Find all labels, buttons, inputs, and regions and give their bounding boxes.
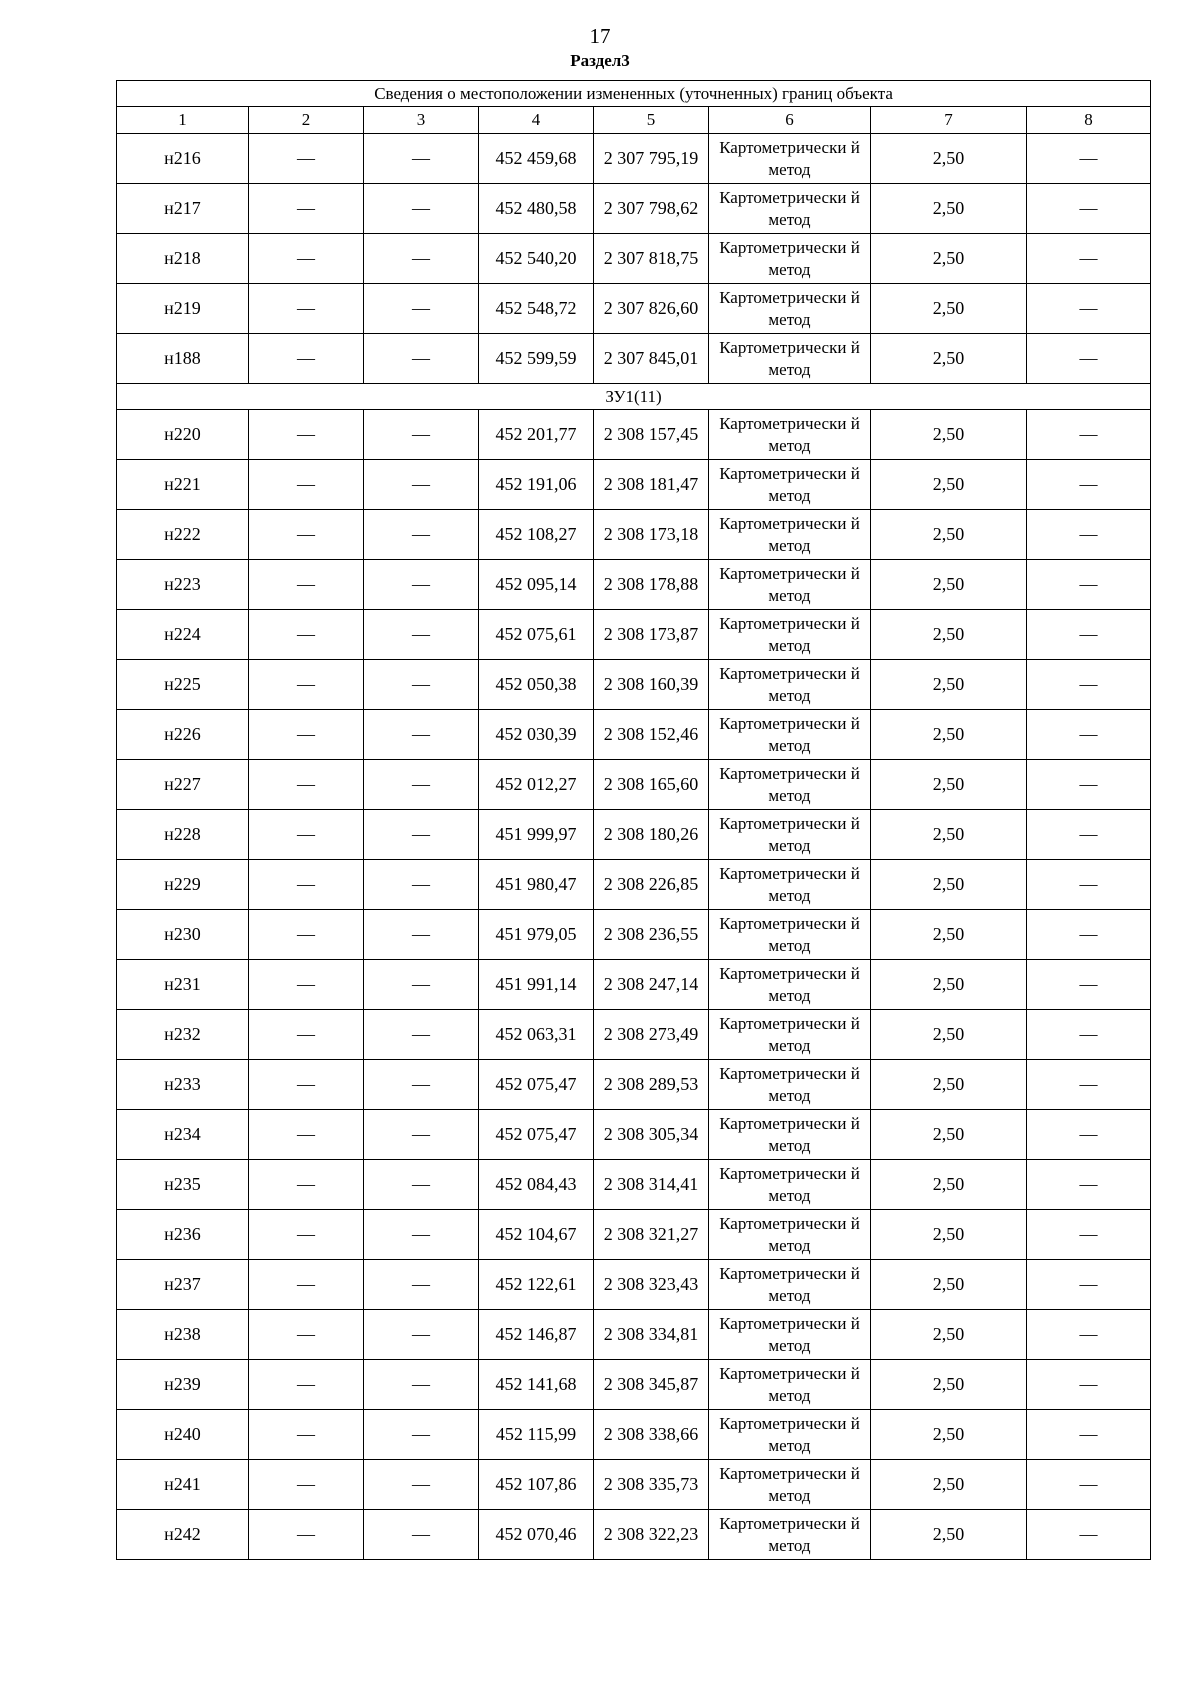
col2-cell: — bbox=[249, 1160, 364, 1210]
table-row bbox=[117, 1410, 1151, 1460]
point-id-cell: н236 bbox=[117, 1210, 249, 1260]
table-row bbox=[117, 710, 1151, 760]
point-id-cell: н188 bbox=[117, 334, 249, 384]
y-coordinate-cell: 2 307 826,60 bbox=[594, 284, 709, 334]
table-row bbox=[117, 1160, 1151, 1210]
table-row bbox=[117, 1360, 1151, 1410]
x-coordinate-cell: 452 095,14 bbox=[479, 560, 594, 610]
accuracy-cell: 2,50 bbox=[871, 1410, 1027, 1460]
y-coordinate-cell: 2 308 173,18 bbox=[594, 510, 709, 560]
y-coordinate-cell: 2 308 289,53 bbox=[594, 1060, 709, 1110]
col3-cell: — bbox=[364, 510, 479, 560]
col3-cell: — bbox=[364, 710, 479, 760]
y-coordinate-cell: 2 308 160,39 bbox=[594, 660, 709, 710]
col2-cell: — bbox=[249, 860, 364, 910]
column-header: 1 bbox=[117, 107, 249, 134]
point-id-cell: н226 bbox=[117, 710, 249, 760]
group-label: ЗУ1(11) bbox=[117, 384, 1151, 410]
section-title: Раздел3 bbox=[570, 51, 630, 70]
col8-cell: — bbox=[1027, 1010, 1151, 1060]
col2-cell: — bbox=[249, 1410, 364, 1460]
accuracy-cell: 2,50 bbox=[871, 660, 1027, 710]
table-row bbox=[117, 234, 1151, 284]
table-row bbox=[117, 1110, 1151, 1160]
table-row bbox=[117, 460, 1151, 510]
col8-cell: — bbox=[1027, 510, 1151, 560]
y-coordinate-cell: 2 308 226,85 bbox=[594, 860, 709, 910]
col8-cell: — bbox=[1027, 1060, 1151, 1110]
method-cell: Картометрически й метод bbox=[709, 860, 871, 910]
table-row bbox=[117, 760, 1151, 810]
method-cell: Картометрически й метод bbox=[709, 910, 871, 960]
column-header: 8 bbox=[1027, 107, 1151, 134]
y-coordinate-cell: 2 308 165,60 bbox=[594, 760, 709, 810]
col3-cell: — bbox=[364, 760, 479, 810]
y-coordinate-cell: 2 307 818,75 bbox=[594, 234, 709, 284]
accuracy-cell: 2,50 bbox=[871, 134, 1027, 184]
x-coordinate-cell: 452 108,27 bbox=[479, 510, 594, 560]
col2-cell: — bbox=[249, 960, 364, 1010]
point-id-cell: н224 bbox=[117, 610, 249, 660]
method-cell: Картометрически й метод bbox=[709, 1160, 871, 1210]
y-coordinate-cell: 2 308 305,34 bbox=[594, 1110, 709, 1160]
col8-cell: — bbox=[1027, 960, 1151, 1010]
accuracy-cell: 2,50 bbox=[871, 1110, 1027, 1160]
method-cell: Картометрически й метод bbox=[709, 510, 871, 560]
table-row bbox=[117, 1010, 1151, 1060]
accuracy-cell: 2,50 bbox=[871, 910, 1027, 960]
point-id-cell: н232 bbox=[117, 1010, 249, 1060]
y-coordinate-cell: 2 308 335,73 bbox=[594, 1460, 709, 1510]
col3-cell: — bbox=[364, 960, 479, 1010]
col2-cell: — bbox=[249, 1510, 364, 1560]
y-coordinate-cell: 2 308 247,14 bbox=[594, 960, 709, 1010]
table-row bbox=[117, 860, 1151, 910]
accuracy-cell: 2,50 bbox=[871, 410, 1027, 460]
col2-cell: — bbox=[249, 760, 364, 810]
col3-cell: — bbox=[364, 1210, 479, 1260]
group-row bbox=[117, 384, 1151, 410]
col3-cell: — bbox=[364, 1260, 479, 1310]
method-cell: Картометрически й метод bbox=[709, 760, 871, 810]
column-header: 5 bbox=[594, 107, 709, 134]
point-id-cell: н218 bbox=[117, 234, 249, 284]
table-row bbox=[117, 660, 1151, 710]
y-coordinate-cell: 2 308 157,45 bbox=[594, 410, 709, 460]
table-row bbox=[117, 410, 1151, 460]
col8-cell: — bbox=[1027, 134, 1151, 184]
method-cell: Картометрически й метод bbox=[709, 810, 871, 860]
col8-cell: — bbox=[1027, 760, 1151, 810]
accuracy-cell: 2,50 bbox=[871, 184, 1027, 234]
x-coordinate-cell: 452 030,39 bbox=[479, 710, 594, 760]
table-row bbox=[117, 960, 1151, 1010]
col3-cell: — bbox=[364, 284, 479, 334]
col3-cell: — bbox=[364, 660, 479, 710]
table-row bbox=[117, 610, 1151, 660]
col8-cell: — bbox=[1027, 184, 1151, 234]
point-id-cell: н220 bbox=[117, 410, 249, 460]
x-coordinate-cell: 452 540,20 bbox=[479, 234, 594, 284]
y-coordinate-cell: 2 308 273,49 bbox=[594, 1010, 709, 1060]
point-id-cell: н222 bbox=[117, 510, 249, 560]
col8-cell: — bbox=[1027, 460, 1151, 510]
x-coordinate-cell: 452 084,43 bbox=[479, 1160, 594, 1210]
accuracy-cell: 2,50 bbox=[871, 960, 1027, 1010]
table-row bbox=[117, 1260, 1151, 1310]
col3-cell: — bbox=[364, 1110, 479, 1160]
point-id-cell: н219 bbox=[117, 284, 249, 334]
accuracy-cell: 2,50 bbox=[871, 1160, 1027, 1210]
col8-cell: — bbox=[1027, 1160, 1151, 1210]
table-row bbox=[117, 810, 1151, 860]
col8-cell: — bbox=[1027, 610, 1151, 660]
x-coordinate-cell: 451 980,47 bbox=[479, 860, 594, 910]
col8-cell: — bbox=[1027, 1260, 1151, 1310]
point-id-cell: н228 bbox=[117, 810, 249, 860]
x-coordinate-cell: 452 070,46 bbox=[479, 1510, 594, 1560]
point-id-cell: н217 bbox=[117, 184, 249, 234]
table-row bbox=[117, 334, 1151, 384]
point-id-cell: н216 bbox=[117, 134, 249, 184]
column-header-row bbox=[117, 107, 1151, 134]
method-cell: Картометрически й метод bbox=[709, 960, 871, 1010]
y-coordinate-cell: 2 308 180,26 bbox=[594, 810, 709, 860]
accuracy-cell: 2,50 bbox=[871, 1010, 1027, 1060]
col8-cell: — bbox=[1027, 334, 1151, 384]
table-body bbox=[117, 134, 1151, 1560]
x-coordinate-cell: 452 012,27 bbox=[479, 760, 594, 810]
table-row bbox=[117, 1060, 1151, 1110]
col2-cell: — bbox=[249, 610, 364, 660]
point-id-cell: н235 bbox=[117, 1160, 249, 1210]
col3-cell: — bbox=[364, 1310, 479, 1360]
col8-cell: — bbox=[1027, 410, 1151, 460]
method-cell: Картометрически й метод bbox=[709, 610, 871, 660]
col3-cell: — bbox=[364, 610, 479, 660]
y-coordinate-cell: 2 308 236,55 bbox=[594, 910, 709, 960]
method-cell: Картометрически й метод bbox=[709, 460, 871, 510]
method-cell: Картометрически й метод bbox=[709, 1410, 871, 1460]
point-id-cell: н241 bbox=[117, 1460, 249, 1510]
accuracy-cell: 2,50 bbox=[871, 460, 1027, 510]
col8-cell: — bbox=[1027, 234, 1151, 284]
col8-cell: — bbox=[1027, 1310, 1151, 1360]
table-row bbox=[117, 284, 1151, 334]
accuracy-cell: 2,50 bbox=[871, 1060, 1027, 1110]
accuracy-cell: 2,50 bbox=[871, 1260, 1027, 1310]
method-cell: Картометрически й метод bbox=[709, 710, 871, 760]
col3-cell: — bbox=[364, 1010, 479, 1060]
x-coordinate-cell: 452 075,47 bbox=[479, 1060, 594, 1110]
method-cell: Картометрически й метод bbox=[709, 410, 871, 460]
col8-cell: — bbox=[1027, 660, 1151, 710]
table-title-row bbox=[117, 81, 1151, 107]
method-cell: Картометрически й метод bbox=[709, 284, 871, 334]
col2-cell: — bbox=[249, 134, 364, 184]
col2-cell: — bbox=[249, 1260, 364, 1310]
col2-cell: — bbox=[249, 660, 364, 710]
method-cell: Картометрически й метод bbox=[709, 1210, 871, 1260]
accuracy-cell: 2,50 bbox=[871, 510, 1027, 560]
col2-cell: — bbox=[249, 1460, 364, 1510]
accuracy-cell: 2,50 bbox=[871, 334, 1027, 384]
col8-cell: — bbox=[1027, 860, 1151, 910]
column-header: 3 bbox=[364, 107, 479, 134]
col3-cell: — bbox=[364, 1510, 479, 1560]
col3-cell: — bbox=[364, 1410, 479, 1460]
x-coordinate-cell: 452 480,58 bbox=[479, 184, 594, 234]
y-coordinate-cell: 2 308 334,81 bbox=[594, 1310, 709, 1360]
point-id-cell: н227 bbox=[117, 760, 249, 810]
table-row bbox=[117, 134, 1151, 184]
column-header: 4 bbox=[479, 107, 594, 134]
point-id-cell: н230 bbox=[117, 910, 249, 960]
table-row bbox=[117, 510, 1151, 560]
col2-cell: — bbox=[249, 560, 364, 610]
point-id-cell: н238 bbox=[117, 1310, 249, 1360]
accuracy-cell: 2,50 bbox=[871, 760, 1027, 810]
point-id-cell: н242 bbox=[117, 1510, 249, 1560]
col3-cell: — bbox=[364, 910, 479, 960]
col2-cell: — bbox=[249, 184, 364, 234]
col8-cell: — bbox=[1027, 910, 1151, 960]
col8-cell: — bbox=[1027, 284, 1151, 334]
accuracy-cell: 2,50 bbox=[871, 1360, 1027, 1410]
method-cell: Картометрически й метод bbox=[709, 1010, 871, 1060]
col8-cell: — bbox=[1027, 1460, 1151, 1510]
col2-cell: — bbox=[249, 1210, 364, 1260]
point-id-cell: н240 bbox=[117, 1410, 249, 1460]
x-coordinate-cell: 452 115,99 bbox=[479, 1410, 594, 1460]
table-row bbox=[117, 184, 1151, 234]
x-coordinate-cell: 452 075,61 bbox=[479, 610, 594, 660]
col2-cell: — bbox=[249, 1310, 364, 1360]
y-coordinate-cell: 2 307 845,01 bbox=[594, 334, 709, 384]
point-id-cell: н234 bbox=[117, 1110, 249, 1160]
table-row bbox=[117, 910, 1151, 960]
y-coordinate-cell: 2 308 345,87 bbox=[594, 1360, 709, 1410]
x-coordinate-cell: 452 146,87 bbox=[479, 1310, 594, 1360]
y-coordinate-cell: 2 308 323,43 bbox=[594, 1260, 709, 1310]
method-cell: Картометрически й метод bbox=[709, 1510, 871, 1560]
col3-cell: — bbox=[364, 234, 479, 284]
y-coordinate-cell: 2 308 338,66 bbox=[594, 1410, 709, 1460]
method-cell: Картометрически й метод bbox=[709, 660, 871, 710]
accuracy-cell: 2,50 bbox=[871, 860, 1027, 910]
col3-cell: — bbox=[364, 334, 479, 384]
column-header: 6 bbox=[709, 107, 871, 134]
col2-cell: — bbox=[249, 510, 364, 560]
x-coordinate-cell: 452 141,68 bbox=[479, 1360, 594, 1410]
accuracy-cell: 2,50 bbox=[871, 1310, 1027, 1360]
y-coordinate-cell: 2 308 152,46 bbox=[594, 710, 709, 760]
col2-cell: — bbox=[249, 334, 364, 384]
method-cell: Картометрически й метод bbox=[709, 1060, 871, 1110]
col3-cell: — bbox=[364, 134, 479, 184]
x-coordinate-cell: 451 991,14 bbox=[479, 960, 594, 1010]
x-coordinate-cell: 452 459,68 bbox=[479, 134, 594, 184]
y-coordinate-cell: 2 308 322,23 bbox=[594, 1510, 709, 1560]
col2-cell: — bbox=[249, 1060, 364, 1110]
point-id-cell: н231 bbox=[117, 960, 249, 1010]
col8-cell: — bbox=[1027, 1210, 1151, 1260]
table-row bbox=[117, 560, 1151, 610]
x-coordinate-cell: 452 191,06 bbox=[479, 460, 594, 510]
col2-cell: — bbox=[249, 460, 364, 510]
col8-cell: — bbox=[1027, 1510, 1151, 1560]
col8-cell: — bbox=[1027, 710, 1151, 760]
col8-cell: — bbox=[1027, 810, 1151, 860]
col2-cell: — bbox=[249, 1010, 364, 1060]
col2-cell: — bbox=[249, 410, 364, 460]
col8-cell: — bbox=[1027, 1410, 1151, 1460]
col2-cell: — bbox=[249, 810, 364, 860]
method-cell: Картометрически й метод bbox=[709, 1360, 871, 1410]
column-header: 7 bbox=[871, 107, 1027, 134]
point-id-cell: н221 bbox=[117, 460, 249, 510]
col2-cell: — bbox=[249, 910, 364, 960]
col3-cell: — bbox=[364, 460, 479, 510]
point-id-cell: н239 bbox=[117, 1360, 249, 1410]
table-title: Сведения о местоположении измененных (уточненных) границ объекта bbox=[117, 81, 1151, 107]
table-row bbox=[117, 1310, 1151, 1360]
y-coordinate-cell: 2 308 321,27 bbox=[594, 1210, 709, 1260]
col3-cell: — bbox=[364, 410, 479, 460]
accuracy-cell: 2,50 bbox=[871, 1510, 1027, 1560]
x-coordinate-cell: 452 548,72 bbox=[479, 284, 594, 334]
point-id-cell: н233 bbox=[117, 1060, 249, 1110]
method-cell: Картометрически й метод bbox=[709, 1110, 871, 1160]
method-cell: Картометрически й метод bbox=[709, 334, 871, 384]
method-cell: Картометрически й метод bbox=[709, 184, 871, 234]
page-number: 17 bbox=[589, 24, 611, 48]
method-cell: Картометрически й метод bbox=[709, 560, 871, 610]
col8-cell: — bbox=[1027, 1360, 1151, 1410]
col3-cell: — bbox=[364, 1060, 479, 1110]
accuracy-cell: 2,50 bbox=[871, 560, 1027, 610]
col8-cell: — bbox=[1027, 560, 1151, 610]
col2-cell: — bbox=[249, 284, 364, 334]
y-coordinate-cell: 2 307 798,62 bbox=[594, 184, 709, 234]
x-coordinate-cell: 452 050,38 bbox=[479, 660, 594, 710]
col3-cell: — bbox=[364, 560, 479, 610]
method-cell: Картометрически й метод bbox=[709, 234, 871, 284]
x-coordinate-cell: 451 979,05 bbox=[479, 910, 594, 960]
accuracy-cell: 2,50 bbox=[871, 284, 1027, 334]
x-coordinate-cell: 452 122,61 bbox=[479, 1260, 594, 1310]
y-coordinate-cell: 2 308 314,41 bbox=[594, 1160, 709, 1210]
method-cell: Картометрически й метод bbox=[709, 1260, 871, 1310]
method-cell: Картометрически й метод bbox=[709, 1460, 871, 1510]
y-coordinate-cell: 2 308 181,47 bbox=[594, 460, 709, 510]
x-coordinate-cell: 452 063,31 bbox=[479, 1010, 594, 1060]
col2-cell: — bbox=[249, 1360, 364, 1410]
accuracy-cell: 2,50 bbox=[871, 710, 1027, 760]
column-header: 2 bbox=[249, 107, 364, 134]
accuracy-cell: 2,50 bbox=[871, 610, 1027, 660]
y-coordinate-cell: 2 308 173,87 bbox=[594, 610, 709, 660]
x-coordinate-cell: 452 107,86 bbox=[479, 1460, 594, 1510]
boundary-coordinates-table bbox=[116, 80, 1151, 1560]
table-row bbox=[117, 1510, 1151, 1560]
point-id-cell: н229 bbox=[117, 860, 249, 910]
col3-cell: — bbox=[364, 810, 479, 860]
col3-cell: — bbox=[364, 184, 479, 234]
point-id-cell: н237 bbox=[117, 1260, 249, 1310]
col3-cell: — bbox=[364, 860, 479, 910]
point-id-cell: н225 bbox=[117, 660, 249, 710]
method-cell: Картометрически й метод bbox=[709, 134, 871, 184]
col3-cell: — bbox=[364, 1460, 479, 1510]
col2-cell: — bbox=[249, 234, 364, 284]
x-coordinate-cell: 452 075,47 bbox=[479, 1110, 594, 1160]
col8-cell: — bbox=[1027, 1110, 1151, 1160]
x-coordinate-cell: 452 599,59 bbox=[479, 334, 594, 384]
accuracy-cell: 2,50 bbox=[871, 1210, 1027, 1260]
point-id-cell: н223 bbox=[117, 560, 249, 610]
col3-cell: — bbox=[364, 1360, 479, 1410]
col2-cell: — bbox=[249, 1110, 364, 1160]
accuracy-cell: 2,50 bbox=[871, 234, 1027, 284]
table-row bbox=[117, 1460, 1151, 1510]
accuracy-cell: 2,50 bbox=[871, 1460, 1027, 1510]
col2-cell: — bbox=[249, 710, 364, 760]
table-row bbox=[117, 1210, 1151, 1260]
x-coordinate-cell: 452 104,67 bbox=[479, 1210, 594, 1260]
y-coordinate-cell: 2 307 795,19 bbox=[594, 134, 709, 184]
method-cell: Картометрически й метод bbox=[709, 1310, 871, 1360]
x-coordinate-cell: 452 201,77 bbox=[479, 410, 594, 460]
accuracy-cell: 2,50 bbox=[871, 810, 1027, 860]
y-coordinate-cell: 2 308 178,88 bbox=[594, 560, 709, 610]
x-coordinate-cell: 451 999,97 bbox=[479, 810, 594, 860]
col3-cell: — bbox=[364, 1160, 479, 1210]
